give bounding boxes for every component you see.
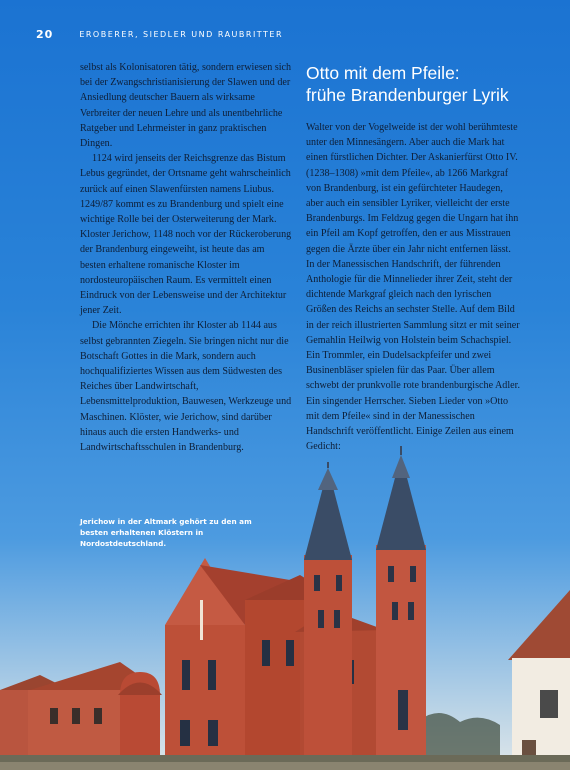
church-tower-left xyxy=(304,462,352,770)
farmhouse-right xyxy=(508,590,570,770)
right-text-column xyxy=(306,120,521,454)
section-title xyxy=(306,62,536,106)
left-paragraph-1: selbst als Kolonisatoren tätig, sondern erwiesen sich bei der Zwangschristianisierung der Slawen und der Ansiedlung deutscher Bauern als wirksame Verbreiter der neuen Lehre und als unentbehrliche Ratgeber und Lehrmeister in ganz praktischen Dingen. xyxy=(80,62,292,150)
section-title-line-2: frühe Brandenburger Lyrik xyxy=(306,85,509,105)
left-text-column xyxy=(80,60,292,455)
page-header xyxy=(36,27,283,41)
running-head: EROBERER, SIEDLER UND RAUBRITTER xyxy=(79,29,284,39)
section-title-line-1: Otto mit dem Pfeile: xyxy=(306,63,460,83)
church-tower-right xyxy=(376,446,426,770)
page-number: 20 xyxy=(36,27,54,41)
right-paragraph: Walter von der Vogelweide ist der wohl berühmteste unter den Minnesängern. Aber auch die Mark hat einen fürstlichen Dichter. Der Askanierfürst Otto IV. (1238–1308) »mit dem Pfeile«, ab 1266 Markgraf von Brandenburg, ist ein gefürchteter Haudegen, aber auch ein sensibler Lyriker, vielleicht der erste Brandenburgs. Im Feldzug gegen die Ungarn hat ihn ein Pfeil am Kopf getroffen, den er aus Misstrauen gegen die Ärzte über ein Jahr nicht entfernen lässt. In der Manessischen Handschrift, der führenden Anthologie für die Minnelieder ihrer Zeit, steht der dichtende Markgraf gleich nach den lyrischen Größen des Reichs an sechster Stelle. Auf dem Bild in der reich illustrierten Sammlung sitzt er mit seiner Gemahlin Heilwig von Holstein beim Schachspiel. Ein Trommler, ein Dudelsackpfeifer und zwei Businenbläser spielen für das Paar. Über allem schwebt der prunkvolle rote brandenburgische Adler. Ein singender Herrscher. Sieben Lieder von »Otto mit dem Pfeile« sind in der Manessischen Handschrift veröffentlicht. Einige Zeilen aus einem Gedicht: xyxy=(306,122,520,453)
photo-caption: Jerichow in der Altmark gehört zu den am besten erhaltenen Klöstern in Nordostdeutschland. xyxy=(80,517,252,548)
left-paragraph-2: 1124 wird jenseits der Reichsgrenze das Bistum Lebus gegründet, der Ortsname geht wahrscheinlich zurück auf einen Slawenfürsten namens Liubus. 1249/87 kommt es zu Brandenburg und spielt eine wichtige Rolle bei der Osterweiterung der Mark. Kloster Jerichow, 1148 noch vor der Rückeroberung der Brandenburg eingeweiht, ist heute das am besten erhaltene romanische Kloster im nordosteuropäischen Raum. Es vermittelt einen Eindruck von der Lebensweise und der Architektur jener Zeit. xyxy=(80,153,292,317)
left-paragraph-3: Die Mönche errichten ihr Kloster ab 1144 aus selbst gebrannten Ziegeln. Sie bringen nicht nur die Botschaft Gottes in die Mark, sondern auch hochqualifiziertes Wissen aus dem Südwesten des Reiches über Landwirtschaft, Lebensmittelproduktion, Bauwesen, Werkzeuge und Maschinen. Klöster, wie Jerichow, sind darüber hinaus auch die ersten Handwerks- und Landwirtschaftsschulen in Brandenburg. xyxy=(80,320,292,454)
